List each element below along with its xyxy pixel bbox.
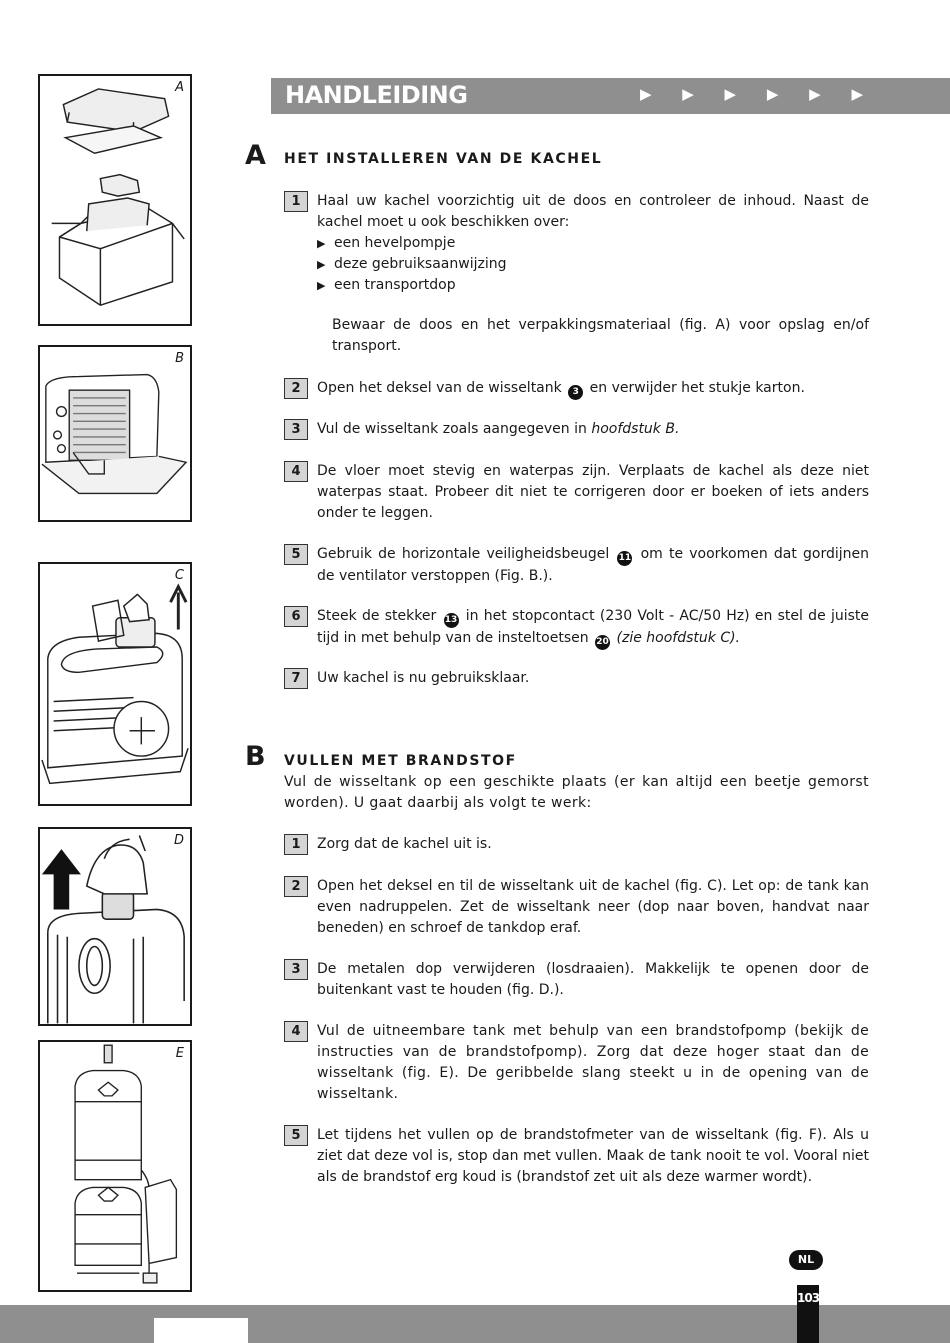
step-number: 7	[284, 668, 308, 689]
step-text: Uw kachel is nu gebruiksklaar.	[317, 670, 530, 686]
section-b-intro: Vul de wisseltank op een geschikte plaats (er kan altijd een beetje gemorst worden). U gaat daarbij als volgt te werk:	[284, 774, 869, 811]
step-text: Vul de uitneembare tank met behulp van een brandstofpomp (bekijk de instructies van de brandstofpomp). Zorg dat deze hoger staat dan de wisseltank (fig. E). De geribbelde slang steekt u in de opening van de wisseltank.	[317, 1023, 869, 1102]
bullet-text: deze gebruiksaanwijzing	[334, 256, 507, 272]
figure-label: B	[175, 351, 184, 366]
step-text-part: Vul de wisseltank zoals aangegeven in	[317, 421, 587, 437]
step-text	[317, 544, 869, 587]
figure-a	[38, 74, 192, 326]
figure-label: A	[175, 80, 184, 95]
list-item	[317, 275, 869, 296]
chapter-reference: (zie hoofdstuk C).	[616, 630, 740, 646]
arrow-bullet-icon: ▶	[317, 258, 326, 271]
step-text-part: in het stopcontact (230 Volt - AC/50 Hz) en stel de juiste tijd in met behulp van de insteltoetsen	[317, 608, 869, 646]
step-text: Haal uw kachel voorzichtig uit de doos en controleer de inhoud. Naast de kachel moet u ook beschikken over:	[317, 193, 869, 230]
step-text	[317, 419, 869, 440]
figure-b	[38, 345, 192, 522]
step-number: 4	[284, 461, 308, 482]
tank-removal-illustration	[40, 564, 190, 804]
list-item	[317, 254, 869, 275]
step-a-2	[284, 378, 869, 400]
bullet-text: een transportdop	[334, 277, 456, 293]
step-number: 1	[284, 834, 308, 855]
step-b-4	[284, 1021, 869, 1105]
page-title: HANDLEIDING	[285, 81, 468, 109]
step-text	[317, 378, 869, 400]
step-text-part: Steek de stekker	[317, 608, 437, 624]
step-text: De vloer moet stevig en waterpas zijn. Verplaats de kachel als deze niet waterpas staat. Probeer dit niet te corrigeren door er boeken of iets anders onder te leggen.	[317, 463, 869, 521]
figure-d	[38, 827, 192, 1026]
figure-c	[38, 562, 192, 806]
language-badge: NL	[789, 1250, 823, 1270]
step-text: Let tijdens het vullen op de brandstofmeter van de wisseltank (fig. F). Als u ziet dat deze vol is, stop dan met vullen. Maak de tank nooit te vol. Vooral niet als de brandstof erg koud is (brandstof zet uit als deze warmer wordt).	[317, 1127, 869, 1185]
section-b-letter: B	[245, 741, 266, 772]
step-b-5	[284, 1125, 869, 1188]
step-number: 5	[284, 1125, 308, 1146]
step-text-part: om te voorkomen dat gordijnen de ventilator verstoppen (Fig. B.).	[317, 546, 870, 584]
footer-box	[154, 1318, 248, 1343]
step-text	[317, 606, 869, 650]
step-a-1	[284, 191, 869, 296]
step-b-1	[284, 834, 869, 855]
reference-number-icon: 11	[617, 551, 632, 566]
header-banner	[271, 78, 950, 114]
figure-label: C	[174, 568, 184, 583]
step-text-part: Open het deksel van de wisseltank	[317, 380, 562, 396]
bullet-list	[317, 233, 869, 296]
step-text: Open het deksel en til de wisseltank uit de kachel (fig. C). Let op: de tank kan even nadruppelen. Zet de wisseltank neer (dop naar boven, handvat naar beneden) en schroef de tankdop eraf.	[317, 878, 869, 936]
section-a-letter: A	[245, 140, 266, 171]
bullet-text: een hevelpompje	[334, 235, 456, 251]
arrow-bullet-icon: ▶	[317, 237, 326, 250]
list-item	[317, 233, 869, 254]
page-number: 103	[797, 1291, 820, 1305]
heater-back-illustration	[40, 347, 190, 520]
step-b-3	[284, 959, 869, 1001]
reference-number-icon: 13	[444, 613, 459, 628]
step-number: 3	[284, 419, 308, 440]
step-number: 2	[284, 378, 308, 399]
storage-note: Bewaar de doos en het verpakkingsmateriaal (fig. A) voor opslag en/of transport.	[332, 317, 869, 354]
step-number: 6	[284, 606, 308, 627]
figure-label: E	[175, 1046, 184, 1061]
step-text: De metalen dop verwijderen (losdraaien). Makkelijk te openen door de buitenkant vast te houden (fig. D.).	[317, 961, 869, 998]
chapter-reference: hoofdstuk B.	[591, 421, 680, 437]
step-number: 2	[284, 876, 308, 897]
step-number: 1	[284, 191, 308, 212]
step-number: 4	[284, 1021, 308, 1042]
refill-pump-illustration	[40, 1042, 190, 1290]
heater-box-illustration	[40, 76, 190, 324]
figure-label: D	[173, 833, 184, 848]
step-a-3	[284, 419, 869, 440]
step-a-5	[284, 544, 869, 587]
step-text: Zorg dat de kachel uit is.	[317, 836, 492, 852]
step-a-7	[284, 668, 869, 689]
step-number: 3	[284, 959, 308, 980]
step-number: 5	[284, 544, 308, 565]
section-a-title: HET INSTALLEREN VAN DE KACHEL	[284, 151, 603, 167]
step-text-part: Gebruik de horizontale veiligheidsbeugel	[317, 546, 610, 562]
reference-number-icon: 3	[568, 385, 583, 400]
step-a-4	[284, 461, 869, 524]
arrow-icons: ▶ ▶ ▶ ▶ ▶ ▶	[639, 85, 876, 103]
step-b-2	[284, 876, 869, 939]
step-text-part: en verwijder het stukje karton.	[589, 380, 805, 396]
reference-number-icon: 20	[595, 635, 610, 650]
section-b-title: VULLEN MET BRANDSTOF	[284, 753, 517, 769]
figure-e	[38, 1040, 192, 1292]
arrow-bullet-icon: ▶	[317, 279, 326, 292]
step-a-6	[284, 606, 869, 650]
cap-unscrew-illustration	[40, 829, 190, 1024]
